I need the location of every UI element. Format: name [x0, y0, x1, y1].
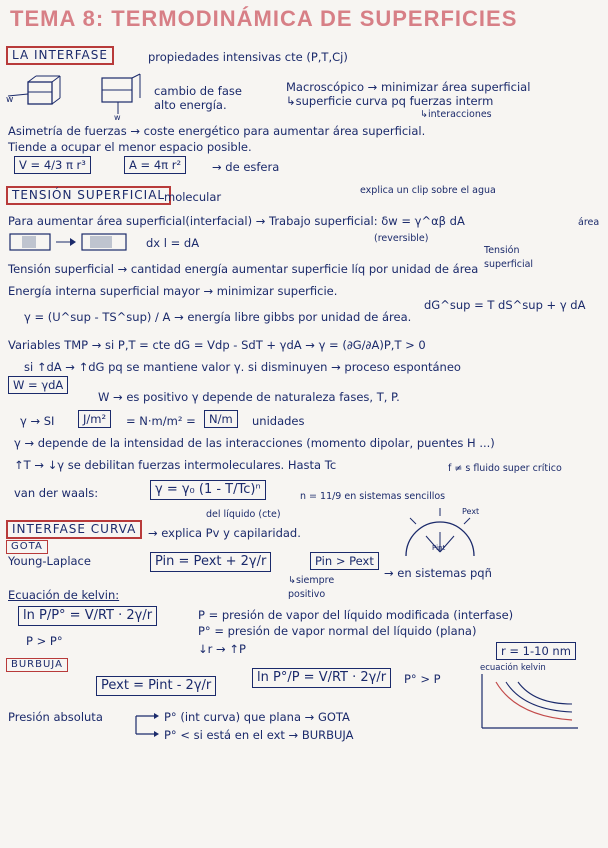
variables-text: Variables TMP → si P,T = cte dG = Vdp - SdT + γdA → γ = (∂G/∂A)P,T > 0 — [8, 338, 426, 352]
section-header-interfase: LA INTERFASE — [6, 46, 114, 65]
n-note: n = 11/9 en sistemas sencillos — [300, 491, 446, 502]
internal-energy-text: Energía interna superficial mayor → minimizar superficie. — [8, 284, 338, 298]
units-suffix: unidades — [252, 414, 305, 428]
w-label: w — [6, 95, 14, 105]
p-definition: P = presión de vapor del líquido modificada (interfase) — [198, 608, 514, 622]
frame-diagram — [8, 230, 138, 254]
dg-sup-formula: dG^sup = T dS^sup + γ dA — [424, 298, 586, 312]
kelvin-formula: ln P/P° = V/RT · 2γ/r — [18, 606, 157, 626]
always-positive: ↳siempre positivo — [288, 575, 335, 600]
phase-diagram — [96, 72, 148, 122]
vdw-formula: γ = γ₀ (1 - T/Tc)ⁿ — [150, 480, 266, 500]
burbuja-label: BURBUJA — [6, 658, 68, 672]
intensive-props: propiedades intensivas cte (P,T,Cj) — [148, 50, 348, 64]
increase-text: Para aumentar área superficial(interfacial) → Trabajo superficial: δw = γ^αβ dA — [8, 214, 465, 228]
absolute-line-1: P° (int curva) que plana → GOTA — [164, 710, 350, 724]
absolute-line-2: P° < si está en el ext → BURBUJA — [164, 728, 354, 742]
r-range-box: r = 1-10 nm — [496, 642, 576, 660]
r-p-text: ↓r → ↑P — [198, 642, 246, 656]
pint-label: Pint — [432, 544, 446, 552]
macro-line-2: ↳superficie curva pq fuerzas interm — [286, 94, 494, 108]
pin-gt-box: Pin > Pext — [310, 552, 379, 570]
units-mid: = N·m/m² = — [126, 414, 196, 428]
macro-line-1: Macroscópico → minimizar área superficial — [286, 80, 531, 94]
section-header-curva: INTERFASE CURVA — [6, 520, 142, 539]
drop-diagram — [396, 506, 486, 562]
macro-line-3: ↳interacciones — [420, 109, 492, 120]
molecular-text: molecular — [164, 190, 222, 204]
reversible-text: (reversible) — [374, 233, 429, 244]
liquid-note: del líquido (cte) — [206, 509, 281, 520]
p0-gt-text: P° > P — [404, 672, 441, 686]
dx-dl-text: dx l = dA — [146, 236, 200, 250]
if-da-text: si ↑dA → ↑dG pq se mantiene valor γ. si disminuyen → proceso espontáneo — [24, 360, 461, 374]
section-header-tension: TENSIÓN SUPERFICIAL — [6, 186, 171, 205]
clip-text: explica un clip sobre el agua — [360, 185, 496, 196]
pext-label: Pext — [462, 507, 480, 516]
units-prefix: γ → SI — [20, 414, 55, 428]
p0-definition: P° = presión de vapor normal del líquido (plana) — [198, 624, 477, 638]
volume-formula: V = 4/3 π r³ — [14, 156, 91, 174]
asymmetry-text: Asimetría de fuerzas → coste energético para aumentar área superficial. — [8, 124, 426, 138]
absolute-pressure-label: Presión absoluta — [8, 710, 103, 724]
sphere-text: → de esfera — [212, 160, 280, 174]
units-box-2: N/m — [204, 410, 238, 428]
area-formula: A = 4π r² — [124, 156, 186, 174]
cube-diagram — [6, 72, 96, 122]
young-laplace-formula: Pin = Pext + 2γ/r — [150, 552, 271, 572]
kelvin-graph — [476, 658, 582, 734]
gota-label: GOTA — [6, 540, 48, 554]
bracket — [134, 710, 160, 738]
gamma-definition: γ = (U^sup - TS^sup) / A → energía libre gibbs por unidad de área. — [24, 310, 412, 324]
tension-definition: Tensión superficial → cantidad energía aumentar superficie líq por unidad de área — [8, 262, 479, 276]
tension-word: Tensión superficial — [484, 245, 534, 270]
work-formula: W = γdA — [8, 376, 68, 394]
kelvin-title: Ecuación de kelvin: — [8, 588, 120, 602]
graph-label: ecuación kelvin — [480, 663, 546, 673]
page-title: TEMA 8: TERMODINÁMICA DE SUPERFICIES — [10, 6, 518, 31]
w-positive-text: W → es positivo γ depende de naturaleza fases, T, P. — [98, 390, 400, 404]
phase-change-text: cambio de fase — [154, 84, 242, 98]
units-box-1: J/m² — [78, 410, 111, 428]
young-laplace-label: Young-Laplace — [8, 554, 91, 568]
high-energy-text: alto energía. — [154, 98, 227, 112]
systems-text: → en sistemas pqñ — [384, 566, 492, 580]
w-label-2: w — [114, 113, 121, 122]
tend-text: Tiende a ocupar el menor espacio posible. — [8, 140, 252, 154]
explains-text: → explica Pv y capilaridad. — [148, 526, 301, 540]
bubble-formula: Pext = Pint - 2γ/r — [96, 676, 216, 696]
p-gt-text: P > P° — [26, 634, 63, 648]
temperature-text: ↑T → ↓γ se debilitan fuerzas intermoleculares. Hasta Tc — [14, 458, 337, 472]
tc-note: f ≠ s fluido super crítico — [448, 463, 562, 474]
vdw-label: van der waals: — [14, 486, 99, 500]
depends-text: γ → depende de la intensidad de las interacciones (momento dipolar, puentes H ...) — [14, 436, 495, 450]
kelvin-formula-2: ln P°/P = V/RT · 2γ/r — [252, 668, 391, 688]
area-word: área — [578, 217, 600, 228]
